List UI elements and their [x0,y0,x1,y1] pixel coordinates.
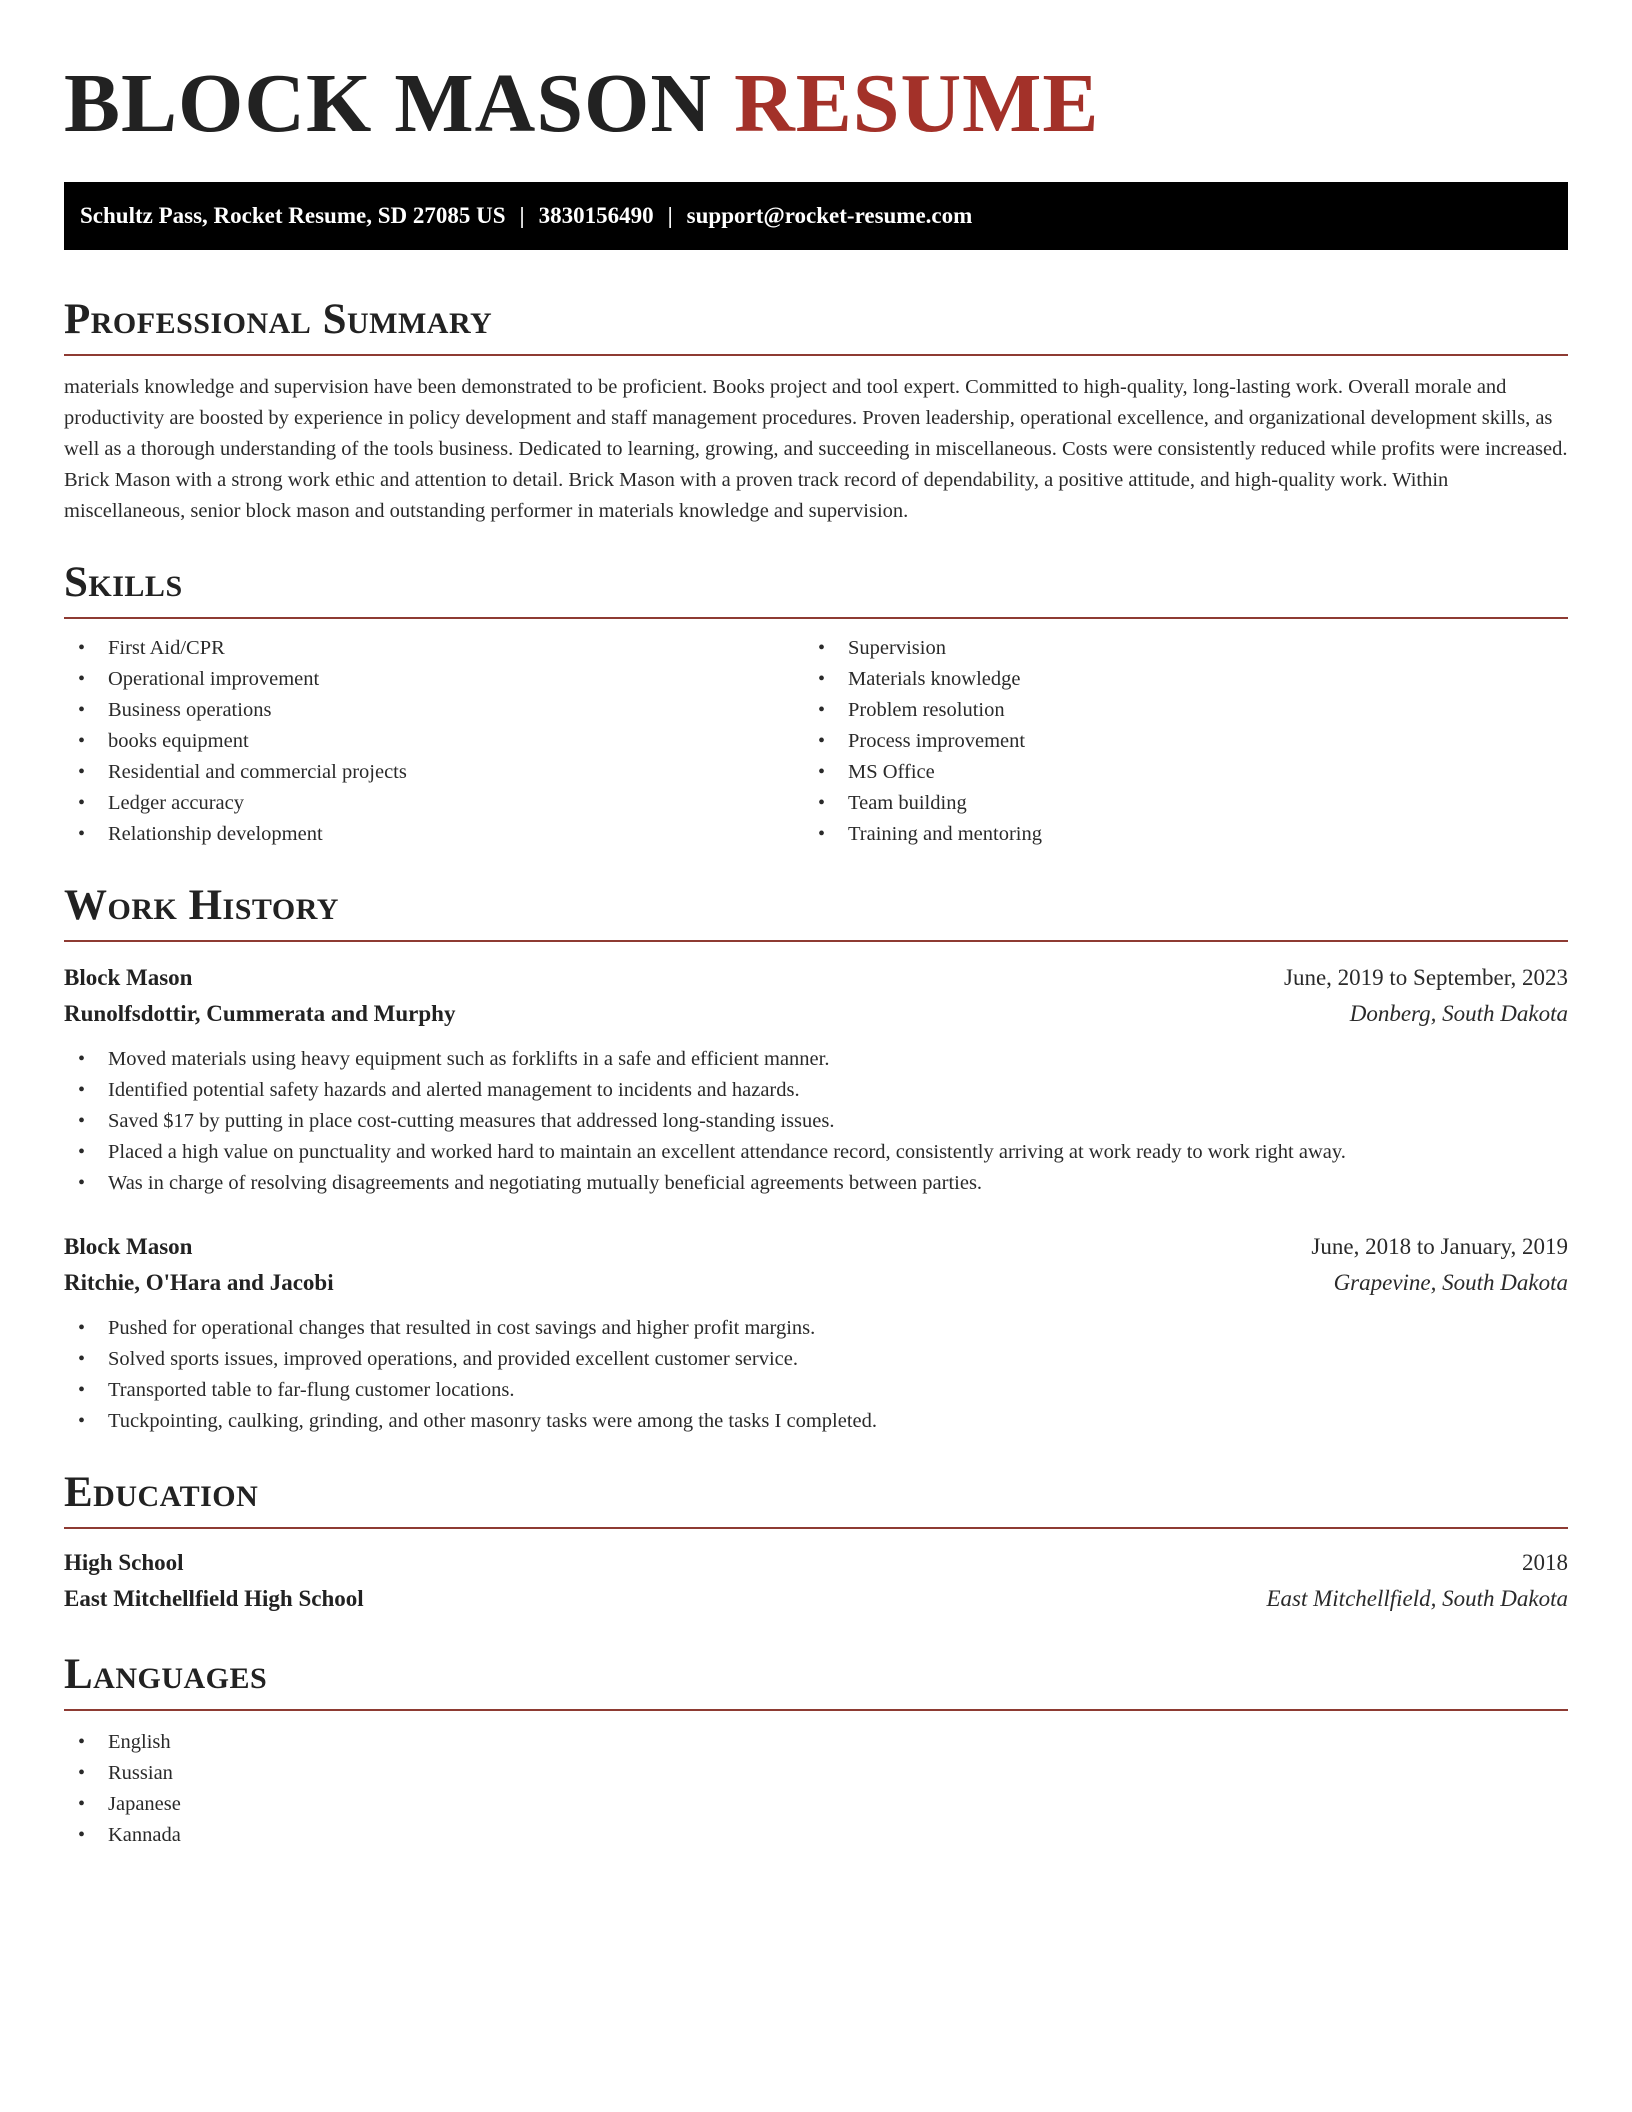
skill-item: • Ledger accuracy [64,788,804,819]
skill-item: • First Aid/CPR [64,633,804,664]
job-dates: June, 2019 to September, 2023 [1284,965,1568,990]
skills-grid [64,633,1568,850]
contact-separator: | [519,203,525,228]
education-degree: High School [64,1550,184,1575]
job-company-row [64,1265,1568,1301]
section-divider [64,1709,1568,1711]
job-title-row [64,1229,1568,1265]
education-section [64,1467,1568,1617]
section-heading-skills: Skills [64,559,183,606]
job-duty: • Saved $17 by putting in place cost-cutting measures that addressed long-standing issues. [64,1106,1568,1137]
job-title: Block Mason [64,965,193,990]
skill-item: • Process improvement [804,726,1544,757]
job-entry [64,960,1568,1199]
skills-list-left [64,633,804,850]
skill-item: • Supervision [804,633,1544,664]
contact-phone: 3830156490 [538,203,654,228]
education-location: East Mitchellfield, South Dakota [1266,1586,1568,1611]
section-heading-work: Work History [64,882,339,929]
languages-section [64,1649,1568,1851]
education-school-row [64,1581,1568,1617]
title-main: BLOCK MASON [64,57,713,150]
job-duties-list [64,1044,1568,1199]
section-divider [64,354,1568,356]
section-divider [64,940,1568,942]
skill-item: • Materials knowledge [804,664,1544,695]
job-location: Donberg, South Dakota [1349,1001,1568,1026]
skill-item: • books equipment [64,726,804,757]
section-heading-education: Education [64,1469,259,1516]
summary-section [64,294,1568,527]
education-entry [64,1545,1568,1617]
skill-item: • Residential and commercial projects [64,757,804,788]
work-history-section [64,880,1568,1437]
job-dates: June, 2018 to January, 2019 [1311,1234,1568,1259]
resume-title [64,56,1568,152]
skills-list-right [804,633,1544,850]
job-duty: • Placed a high value on punctuality and worked hard to maintain an excellent attendance record, consistently arriving at work ready to work right away. [64,1137,1568,1168]
contact-address: Schultz Pass, Rocket Resume, SD 27085 US [80,203,506,228]
language-item: • English [64,1727,1568,1758]
title-accent: RESUME [734,57,1100,150]
summary-text: materials knowledge and supervision have been demonstrated to be proficient. Books project and tool expert. Committed to high-quality, long-lasting work. Overall morale and productivity are boosted by experience in policy development and staff management procedures. Proven leadership, operational excellence, and organizational development skills, as well as a thorough understanding of the tools business. Dedicated to learning, growing, and succeeding in miscellaneous. Costs were consistently reduced while profits were increased. Brick Mason with a strong work ethic and attention to detail. Brick Mason with a proven track record of dependability, a positive attitude, and high-quality work. Within miscellaneous, senior block mason and outstanding performer in materials knowledge and supervision. [64,376,1568,522]
education-school: East Mitchellfield High School [64,1586,364,1611]
job-entry [64,1229,1568,1437]
job-title: Block Mason [64,1234,193,1259]
skill-item: • Relationship development [64,819,804,850]
job-duty: • Transported table to far-flung customer locations. [64,1375,1568,1406]
section-heading-languages: Languages [64,1651,268,1698]
job-company-row [64,996,1568,1032]
job-duty: • Was in charge of resolving disagreements and negotiating mutually beneficial agreements between parties. [64,1168,1568,1199]
job-duty: • Tuckpointing, caulking, grinding, and other masonry tasks were among the tasks I completed. [64,1406,1568,1437]
job-location: Grapevine, South Dakota [1333,1270,1568,1295]
job-duty: • Solved sports issues, improved operations, and provided excellent customer service. [64,1344,1568,1375]
education-year: 2018 [1522,1550,1568,1575]
language-item: • Kannada [64,1820,1568,1851]
languages-list [64,1727,1568,1851]
skill-item: • Business operations [64,695,804,726]
job-company: Ritchie, O'Hara and Jacobi [64,1270,334,1295]
job-duties-list [64,1313,1568,1437]
job-duty: • Pushed for operational changes that resulted in cost savings and higher profit margins. [64,1313,1568,1344]
skill-item: • MS Office [804,757,1544,788]
contact-separator: | [667,203,673,228]
language-item: • Japanese [64,1789,1568,1820]
job-duty: • Identified potential safety hazards and alerted management to incidents and hazards. [64,1075,1568,1106]
skills-section [64,557,1568,850]
skill-item: • Team building [804,788,1544,819]
job-company: Runolfsdottir, Cummerata and Murphy [64,1001,456,1026]
skill-item: • Training and mentoring [804,819,1544,850]
section-divider [64,617,1568,619]
skill-item: • Problem resolution [804,695,1544,726]
education-degree-row [64,1545,1568,1581]
job-title-row [64,960,1568,996]
section-heading-summary: Professional Summary [64,296,493,343]
skill-item: • Operational improvement [64,664,804,695]
language-item: • Russian [64,1758,1568,1789]
contact-email: support@rocket-resume.com [686,203,973,228]
section-divider [64,1527,1568,1529]
contact-bar [64,182,1568,250]
job-duty: • Moved materials using heavy equipment such as forklifts in a safe and efficient manner. [64,1044,1568,1075]
